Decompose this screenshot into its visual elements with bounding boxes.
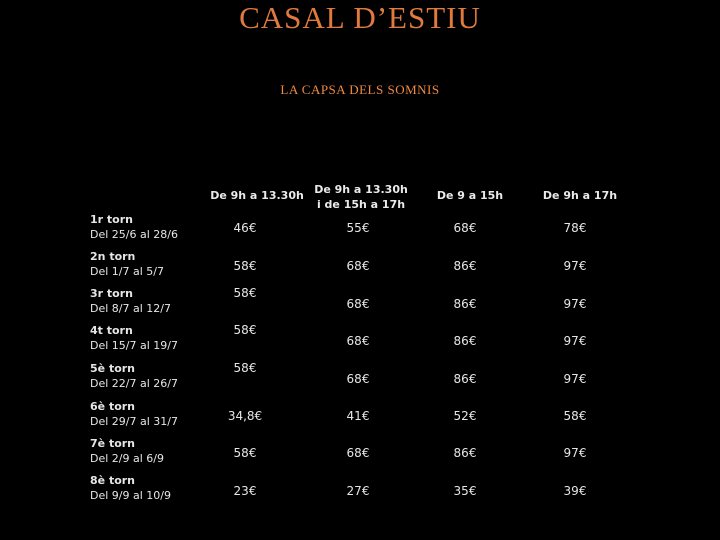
turn-name: 1r torn <box>90 213 133 226</box>
price-cell: 97€ <box>563 446 587 460</box>
price-cell: 58€ <box>563 409 587 423</box>
turn-name: 6è torn <box>90 400 136 413</box>
turn-name: 7è torn <box>90 437 136 450</box>
turn-dates: Del 29/7 al 31/7 <box>90 415 178 428</box>
turn-dates: Del 8/7 al 12/7 <box>90 302 171 315</box>
turn-label <box>90 473 171 503</box>
turn-label <box>90 249 164 279</box>
price-cell: 68€ <box>346 446 370 460</box>
turn-dates: Del 1/7 al 5/7 <box>90 265 164 278</box>
turn-label <box>90 399 178 429</box>
turn-label <box>90 286 171 316</box>
price-cell: 97€ <box>563 297 587 311</box>
column-header: De 9h a 17h <box>542 189 618 202</box>
price-cell: 55€ <box>346 221 370 235</box>
price-cell: 68€ <box>346 297 370 311</box>
turn-dates: Del 25/6 al 28/6 <box>90 228 178 241</box>
turn-dates: Del 15/7 al 19/7 <box>90 339 178 352</box>
column-header: De 9 a 15h <box>436 189 504 202</box>
price-cell: 23€ <box>233 484 257 498</box>
price-cell: 86€ <box>453 446 477 460</box>
column-header: De 9h a 13.30h <box>210 189 304 202</box>
turn-label <box>90 361 178 391</box>
price-cell: 27€ <box>346 484 370 498</box>
price-cell: 86€ <box>453 297 477 311</box>
turn-name: 5è torn <box>90 362 136 375</box>
price-cell: 78€ <box>563 221 587 235</box>
turn-name: 2n torn <box>90 250 136 263</box>
price-cell: 58€ <box>233 259 257 273</box>
price-cell: 52€ <box>453 409 477 423</box>
price-cell: 68€ <box>346 259 370 273</box>
price-cell: 68€ <box>346 334 370 348</box>
turn-dates: Del 2/9 al 6/9 <box>90 452 164 465</box>
price-cell: 35€ <box>453 484 477 498</box>
price-cell: 86€ <box>453 372 477 386</box>
turn-name: 8è torn <box>90 474 136 487</box>
turn-label <box>90 436 164 466</box>
turn-name: 3r torn <box>90 287 133 300</box>
price-cell: 58€ <box>233 286 257 300</box>
price-cell: 41€ <box>346 409 370 423</box>
page-title: CASAL D’ESTIU <box>239 0 481 35</box>
column-header: De 9h a 13.30h i de 15h a 17h <box>314 183 408 211</box>
turn-dates: Del 22/7 al 26/7 <box>90 377 178 390</box>
price-cell: 97€ <box>563 334 587 348</box>
page-subtitle: LA CAPSA DELS SOMNIS <box>280 82 440 97</box>
turn-name: 4t torn <box>90 324 133 337</box>
turn-label <box>90 212 178 242</box>
price-cell: 97€ <box>563 259 587 273</box>
price-cell: 97€ <box>563 372 587 386</box>
price-cell: 68€ <box>453 221 477 235</box>
price-cell: 46€ <box>233 221 257 235</box>
price-cell: 58€ <box>233 361 257 375</box>
price-cell: 39€ <box>563 484 587 498</box>
turn-label <box>90 323 178 353</box>
price-cell: 34,8€ <box>227 409 263 423</box>
price-cell: 86€ <box>453 259 477 273</box>
price-cell: 58€ <box>233 323 257 337</box>
price-cell: 68€ <box>346 372 370 386</box>
price-cell: 86€ <box>453 334 477 348</box>
price-cell: 58€ <box>233 446 257 460</box>
turn-dates: Del 9/9 al 10/9 <box>90 489 171 502</box>
